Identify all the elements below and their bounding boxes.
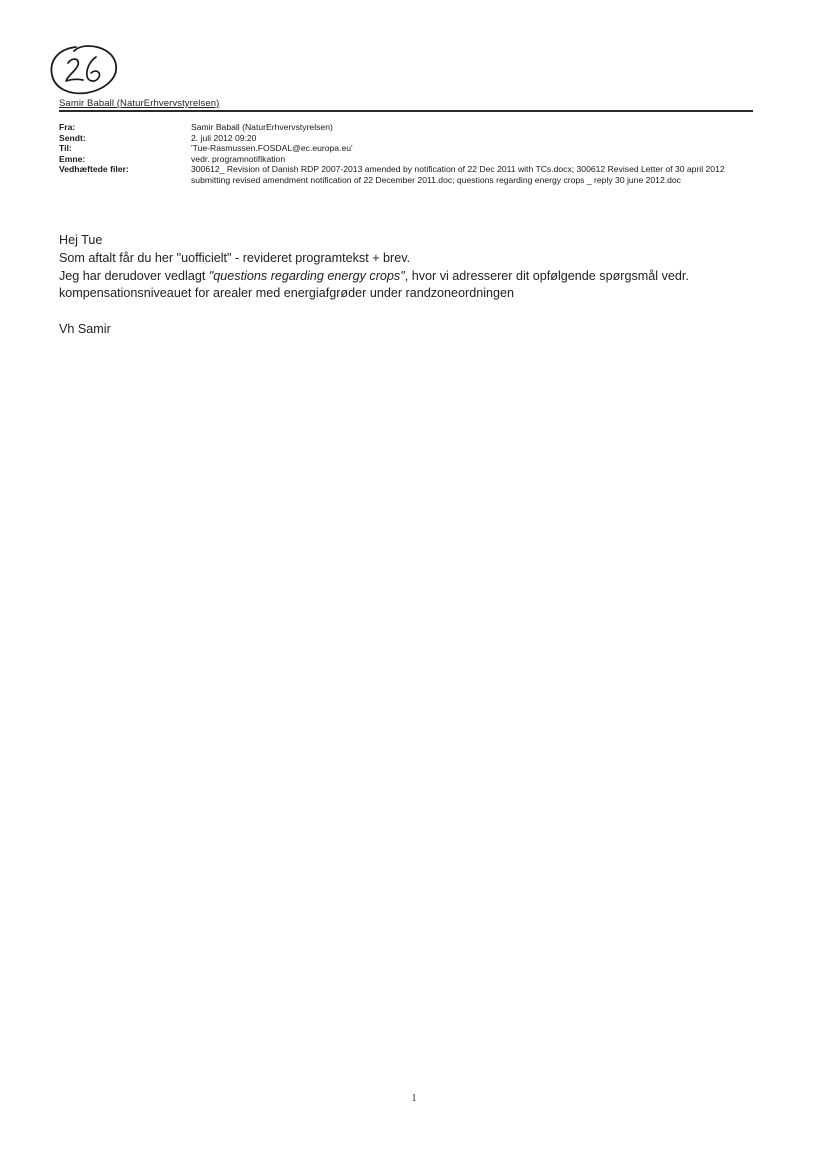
body-line-2-end: , hvor vi adresserer dit opfølgende spørgsmål vedr. kompensationsniveauet for arealer med energiafgrøder under randzoneordningen: [59, 268, 689, 301]
body-line-1: Som aftalt får du her "uofficielt" - revideret programtekst + brev.: [59, 250, 411, 265]
page-number: 1: [411, 1093, 417, 1104]
body-line-2-start: Jeg har derudover vedlagt: [59, 268, 209, 283]
attachment-reference: "questions regarding energy crops": [208, 268, 405, 283]
meta-value-subject: vedr. programnotifikation: [191, 153, 286, 164]
meta-label: Fra:: [59, 122, 76, 132]
meta-row-attachments: [59, 164, 759, 185]
greeting: Hej Tue: [59, 233, 103, 247]
meta-label: Til:: [59, 143, 72, 153]
email-body: [59, 232, 759, 339]
meta-value-to: 'Tue-Rasmussen.FOSDAL@ec.europa.eu': [191, 143, 353, 153]
meta-value-attachments: 300612_ Revision of Danish RDP 2007-2013 amended by notification of 22 Dec 2011 with TCs.docx; 300612 Revised Letter of 30 april 2012 submitting revised amendment notification of 22 December 2011.doc; questions regarding energy crops _ reply 30 june 2012.doc: [191, 164, 725, 185]
paragraph-gap: [59, 303, 759, 321]
meta-label: Emne:: [59, 153, 86, 164]
handwritten-number-stamp: [46, 43, 120, 97]
meta-row-sent: [59, 133, 759, 144]
email-metadata: [59, 122, 759, 185]
meta-label: Vedhæftede filer:: [59, 164, 129, 174]
meta-row-to: [59, 143, 759, 154]
meta-value-sent: 2. juli 2012 09:20: [191, 132, 257, 143]
meta-label: Sendt:: [59, 132, 86, 143]
meta-row-subject: [59, 154, 759, 165]
body-line-2: [59, 268, 759, 304]
meta-value-from: Samir Baball (NaturErhvervstyrelsen): [191, 122, 333, 132]
sender-header: Samir Baball (NaturErhvervstyrelsen): [59, 98, 220, 109]
meta-row-from: [59, 122, 759, 133]
header-divider: [59, 110, 753, 112]
signoff: Vh Samir: [59, 321, 111, 336]
handwritten-circle-icon: [46, 43, 120, 97]
